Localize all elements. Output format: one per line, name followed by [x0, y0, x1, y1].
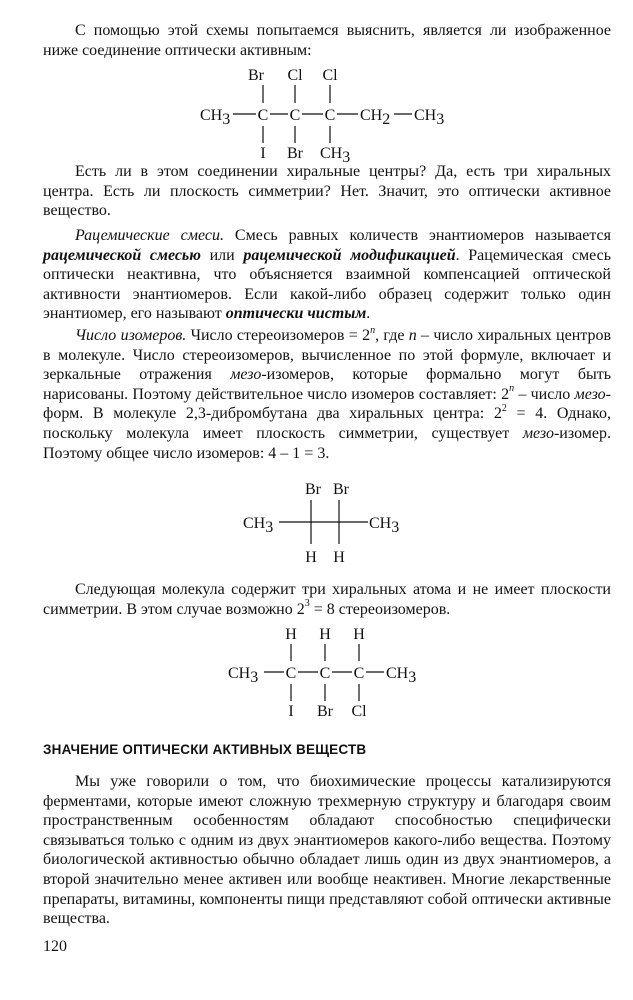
exponent-3: 3: [304, 598, 310, 610]
molecule-3-structure: [228, 623, 438, 723]
m2-ch3-right: CH3: [369, 515, 400, 536]
molecule-1-structure: [198, 66, 448, 166]
racemic-text-2: или: [200, 246, 244, 264]
racemic-text-3: . Рацемическая смесь оптически неактивна, что объясняется взаимной компенсацией оптической активности энантиомеров. Если какой-либо образец содержит только один энантиомер, его называют: [43, 246, 612, 323]
m3-bottom-i: I: [288, 703, 294, 720]
section-heading: ЗНАЧЕНИЕ ОПТИЧЕСКИ АКТИВНЫХ ВЕЩЕСТВ: [43, 742, 367, 757]
isomer-text-7: = 4. Однако, поскольку молекула имеет плоскость симметрии, существует: [43, 405, 611, 442]
exponent-2: 2: [501, 403, 507, 415]
m3-bottom-br: Br: [317, 703, 333, 720]
m3-top-h-2: H: [319, 626, 331, 643]
m2-ch3-left: CH3: [243, 515, 274, 536]
significance-text: Мы уже говорили о том, что биохимические процессы катализируются ферментами, которые имеют сложную трехмерную структуру и благодаря своим пространственным особенностям обладают способностью специфически связываться только с одним из двух энантиомеров какого-либо вещества. Поэтому биологической активностью обычно обладает лишь один из двух энантиомеров, а второй значительно менее активен или вообще неактивен. Многие лекарственные препараты, витамины, компоненты пищи представляют собой оптически активные вещества.: [43, 773, 611, 928]
m3-c2: C: [319, 665, 331, 682]
m1-bottom-ch3: CH3: [320, 145, 351, 166]
m1-top-cl-2: Cl: [322, 67, 338, 84]
m3-top-h-1: H: [285, 626, 297, 643]
meso-term-3: мезо: [522, 424, 554, 442]
m1-bottom-i: I: [260, 145, 266, 162]
m1-ch3-left: CH3: [200, 107, 231, 128]
m1-ch3-right: CH3: [414, 107, 445, 128]
m3-ch3-left: CH3: [228, 665, 259, 686]
isomer-text-5: – число: [514, 385, 575, 403]
m2-bottom-h-1: H: [305, 549, 317, 566]
racemic-mixtures-paragraph: [43, 226, 611, 324]
m3-c1: C: [285, 665, 297, 682]
m3-ch3-right: CH3: [386, 665, 417, 686]
meso-term-2: мезо: [574, 385, 606, 403]
exponent-n-1: n: [370, 324, 376, 336]
m3-c3: C: [353, 665, 365, 682]
three-chiral-text-1: Следующая молекула содержит три хиральных атома и не имеет плоскости симметрии. В этом случае возможно 2: [43, 581, 611, 618]
three-chiral-text-2: = 8 стереоизомеров.: [309, 600, 451, 618]
page-number: 120: [43, 938, 67, 955]
isomer-text-2: , где: [375, 327, 409, 344]
intro-paragraph: [43, 21, 611, 60]
m2-bottom-h-2: H: [333, 549, 345, 566]
meso-term-1: мезо: [230, 366, 262, 384]
chiral-centers-paragraph: [43, 162, 611, 221]
molecule-2-fischer-projection: [243, 478, 413, 573]
isomer-count-paragraph: [43, 326, 611, 463]
optically-pure-term: оптически чистым: [225, 305, 367, 323]
three-chiral-atoms-paragraph: [43, 580, 611, 619]
m1-c1: C: [257, 107, 269, 124]
isomer-text-6: -форм. В молекуле 2,3-дибромбутана два хиральных центра: 2: [43, 385, 611, 423]
significance-paragraph: [43, 772, 611, 929]
racemic-mixture-term: рацемической смесью: [43, 246, 201, 264]
racemic-term: Рацемические смеси.: [75, 227, 224, 244]
m2-top-br-2: Br: [333, 481, 349, 498]
m1-top-br: Br: [248, 67, 264, 84]
m1-c2: C: [289, 107, 301, 124]
racemic-text-1: Смесь равных количеств энантиомеров называется: [223, 227, 611, 244]
isomer-text-1: Число стереоизомеров = 2: [186, 327, 371, 344]
m1-top-cl-1: Cl: [287, 67, 303, 84]
m1-bottom-br: Br: [287, 145, 303, 162]
isomer-count-term: Число изомеров.: [75, 327, 187, 344]
m1-ch2: CH2: [360, 107, 391, 128]
m1-c3: C: [324, 107, 336, 124]
m3-bottom-cl: Cl: [351, 703, 367, 720]
chiral-centers-text: Есть ли в этом соединении хиральные центры? Да, есть три хиральных центра. Есть ли плоскость симметрии? Нет. Значит, это оптически активное вещество.: [43, 163, 611, 220]
m3-top-h-3: H: [353, 626, 365, 643]
exponent-n-2: n: [509, 383, 515, 395]
molecule-1-chain: [200, 107, 444, 128]
molecule-1-top-substituents: [248, 67, 338, 84]
m2-top-br-1: Br: [305, 481, 321, 498]
isomer-text-4: -изомеров, которые формально могут быть нарисованы. Поэтому действительное число изомеров составляет: 2: [43, 366, 611, 403]
racemic-text-4: .: [366, 305, 371, 323]
intro-text: С помощью этой схемы попытаемся выяснить, является ли изображенное ниже соединение оптически активным:: [43, 22, 611, 59]
isomer-text-8: -изомер. Поэтому общее число изомеров: 4 – 1 = 3.: [43, 424, 611, 462]
variable-n: n: [408, 327, 417, 344]
racemic-modification-term: рацемической модификацией: [243, 246, 456, 264]
isomer-text-3: – число хиральных центров в молекуле. Число стереоизомеров, вычисленное по этой формуле, включает и зеркальные отражения: [43, 327, 611, 384]
